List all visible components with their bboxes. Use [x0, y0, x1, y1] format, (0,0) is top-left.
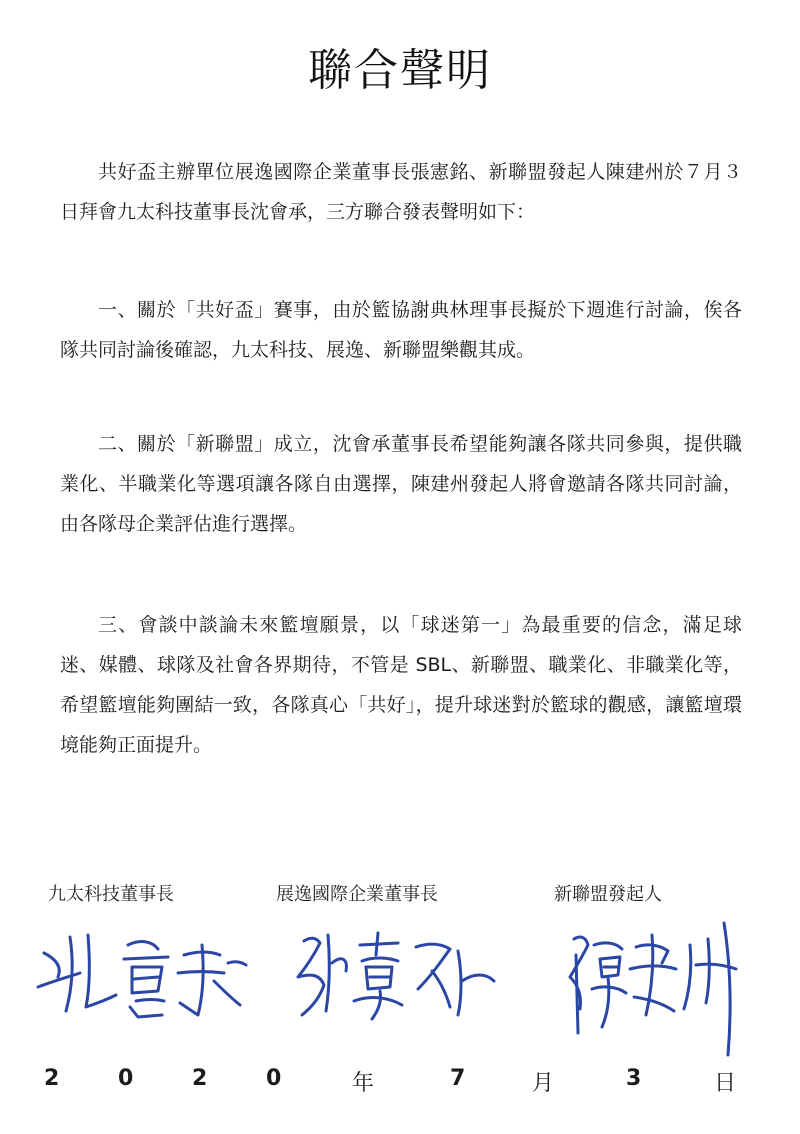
month-char: 月 [532, 1071, 555, 1096]
date-line [0, 1066, 800, 1098]
clause-one-paragraph: 一、關於「共好盃」賽事，由於籃協謝典林理事長擬於下週進行討論，俟各隊共同討論後確認，九太科技、展逸、新聯盟樂觀其成。 [60, 299, 742, 361]
clause-two-paragraph: 二、關於「新聯盟」成立，沈會承董事長希望能夠讓各隊共同參與，提供職業化、半職業化等選項讓各隊自由選擇，陳建州發起人將會邀請各隊共同討論，由各隊母企業評估進行選擇。 [60, 433, 742, 535]
day-char: 日 [714, 1071, 737, 1096]
day-value: 3 [626, 1066, 642, 1091]
intro-paragraph: 共好盃主辦單位展逸國際企業董事長張憲銘、新聯盟發起人陳建州於７月３日拜會九太科技董事長沈會承，三方聯合發表聲明如下： [60, 161, 742, 223]
clause-three-paragraph: 三、會談中談論未來籃壇願景，以「球迷第一」為最重要的信念，滿足球迷、媒體、球隊及社會各界期待，不管是 SBL、新聯盟、職業化、非職業化等，希望籃壇能夠團結一致，各隊真心「共好」，提升球迷對於籃球的觀感，讓籃壇環境能夠正面提升。 [60, 614, 742, 756]
signature-chen [560, 905, 750, 1065]
signatory-title-jiutai: 九太科技董事長 [48, 884, 174, 905]
year-digit-4: 0 [266, 1066, 282, 1091]
signatory-title-zhanyi: 展逸國際企業董事長 [276, 884, 438, 905]
signatory-title-new-league: 新聯盟發起人 [554, 884, 662, 905]
month-value: 7 [450, 1066, 466, 1091]
document-title: 聯合聲明 [308, 45, 492, 96]
year-char: 年 [352, 1071, 375, 1096]
year-digit-1: 2 [44, 1066, 60, 1091]
year-digit-2: 0 [118, 1066, 134, 1091]
signature-shen [28, 915, 258, 1025]
signature-zhang [290, 915, 500, 1025]
year-digit-3: 2 [192, 1066, 208, 1091]
